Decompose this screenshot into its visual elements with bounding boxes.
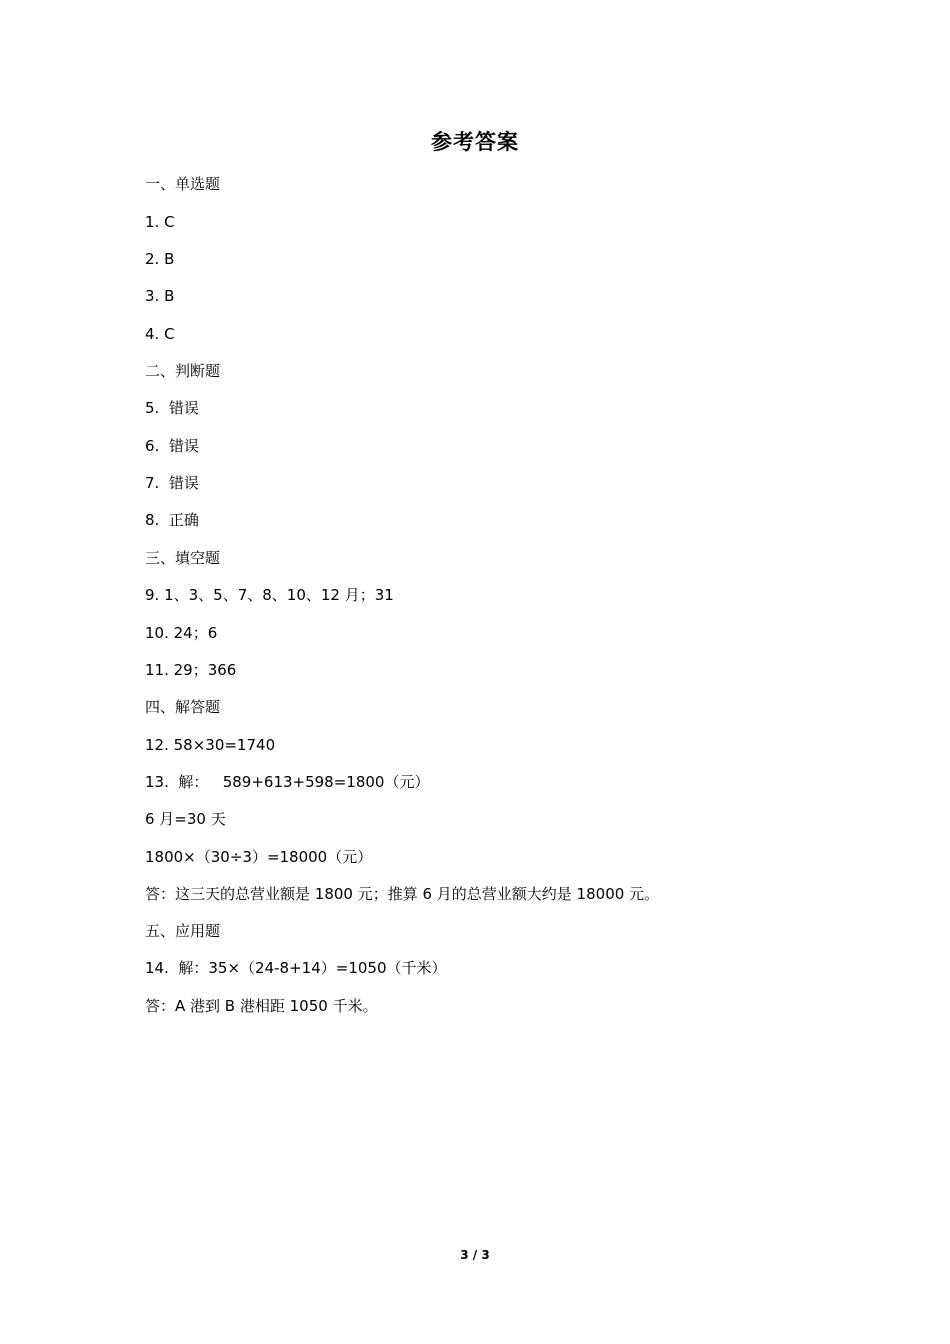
document-title: 参考答案 — [431, 130, 519, 154]
answer-line: 9. 1、3、5、7、8、10、12 月；31 — [145, 586, 394, 604]
answer-line: 2. B — [145, 250, 175, 268]
answer-line: 1. C — [145, 213, 175, 231]
section-heading-true-false: 二、判断题 — [145, 362, 221, 380]
answer-line: 6 月=30 天 — [145, 810, 226, 828]
answer-line: 8. 正确 — [145, 511, 199, 529]
answer-line: 12. 58×30=1740 — [145, 736, 276, 754]
answer-line: 3. B — [145, 287, 175, 305]
answer-line: 13. 解： 589+613+598=1800（元） — [145, 773, 430, 791]
answer-line: 7. 错误 — [145, 474, 199, 492]
answer-line: 11. 29；366 — [145, 661, 237, 679]
answer-line: 4. C — [145, 325, 175, 343]
answer-line: 5. 错误 — [145, 399, 199, 417]
section-heading-application: 五、应用题 — [145, 922, 221, 940]
page-number: 3 / 3 — [460, 1248, 490, 1262]
answer-line: 14. 解：35×（24-8+14）=1050（千米） — [145, 959, 447, 977]
answer-line: 答：这三天的总营业额是 1800 元；推算 6 月的总营业额大约是 18000 元。 — [145, 885, 660, 903]
section-heading-solution: 四、解答题 — [145, 698, 221, 716]
answer-line: 6. 错误 — [145, 437, 199, 455]
answer-line: 答：A 港到 B 港相距 1050 千米。 — [145, 997, 378, 1015]
section-heading-fill-blank: 三、填空题 — [145, 549, 221, 567]
answer-line: 1800×（30÷3）=18000（元） — [145, 848, 373, 866]
answer-line: 10. 24；6 — [145, 624, 218, 642]
section-heading-single-choice: 一、单选题 — [145, 175, 221, 193]
